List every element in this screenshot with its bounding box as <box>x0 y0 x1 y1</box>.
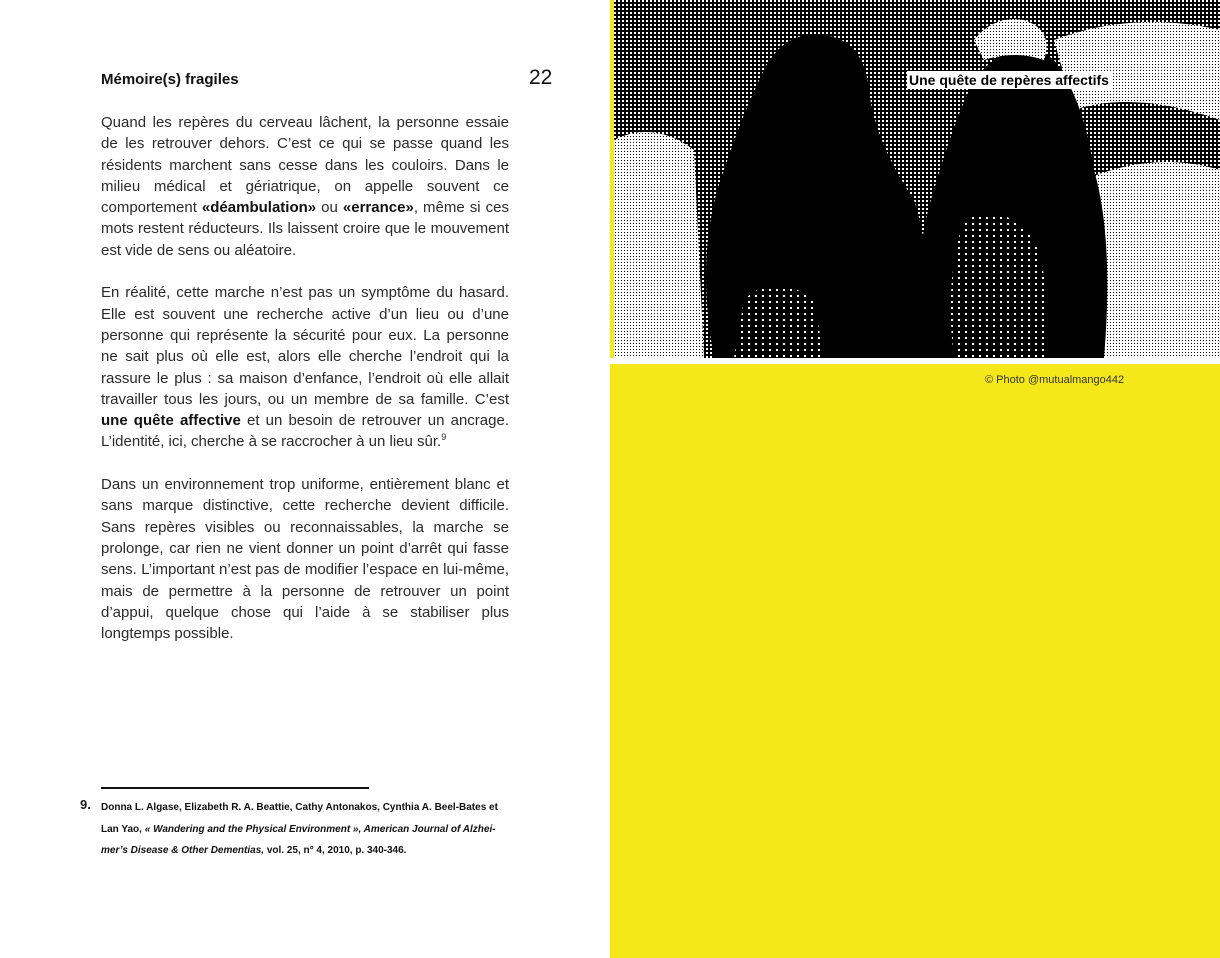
dithered-photo <box>614 0 1220 358</box>
paragraph-1 <box>101 112 509 261</box>
term-deambulation: «déambulation» <box>201 199 317 217</box>
photo-credit: © Photo @mutualmango442 <box>985 374 1125 386</box>
footnote-text <box>101 797 510 862</box>
term-quete-affective: une quête affective <box>101 412 241 430</box>
term-errance: «errance» <box>342 199 414 217</box>
paragraph-1-text-e: , même si ces mots restent réducteurs. Ils laissent croire que le mouvement est vide de sens ou aléatoire. <box>101 199 509 259</box>
page-number: 22 <box>529 66 553 89</box>
photo-image <box>614 0 1220 358</box>
footnote-details: vol. 25, n° 4, 2010, p. 340-346. <box>264 845 407 856</box>
footnote-article: « Wandering and the Physical Environment », American Journal of Alzhei-mer’s Disease & Other Dementias, <box>101 823 496 856</box>
paragraph-1-text-a: Quand les repères du cerveau lâchent, la personne essaie de les retrouver dehors. C’est ce qui se passe quand les résidents marchent sans cesse dans les couloirs. Dans le milieu médical et gériatrique, on appelle souvent ce comportement <box>101 114 509 217</box>
right-page <box>610 0 1220 958</box>
paragraph-1-text-c: ou <box>316 199 343 217</box>
photo-bottom-border <box>610 358 1220 364</box>
photo-caption: Une quête de repères affectifs <box>909 72 1109 88</box>
body-text <box>101 112 509 666</box>
footnote-authors: Donna L. Algase, Elizabeth R. A. Beattie, Cathy Antonakos, Cynthia A. Beel-Bates et Lan Yao, <box>101 802 498 835</box>
footnote-rule <box>101 787 369 789</box>
footnote-number: 9. <box>80 797 91 812</box>
paragraph-2-text-c: et un besoin de retrouver un ancrage. L’identité, ici, cherche à se raccrocher à un lieu sûr. <box>101 412 509 451</box>
paragraph-2-text-a: En réalité, cette marche n’est pas un symptôme du hasard. Elle est souvent une recherche active d’un lieu ou d’une personne qui représente la sécurité pour eux. La personne ne sait plus où elle est, alors elle cherche l’endroit qui la rassure le plus : sa maison d’enfance, l’endroit où elle allait travailler tous les jours, ou un membre de sa famille. C’est <box>101 284 509 408</box>
paragraph-3: Dans un environnement trop uniforme, entièrement blanc et sans marque distinctive, cette recherche devient difficile. Sans repères visibles ou reconnaissables, la marche se prolonge, car rien ne vient donner un point d’arrêt qui fasse sens. L’important n’est pas de modifier l’espace en lui-même, mais de permettre à la personne de retrouver un point d’appui, quelque chose qui l’aide à se stabiliser plus longtemps possible. <box>101 476 509 643</box>
footnote-reference[interactable]: 9 <box>441 432 447 443</box>
paragraph-2 <box>101 282 509 452</box>
footnote <box>80 797 510 862</box>
running-title: Mémoire(s) fragiles <box>101 71 239 88</box>
